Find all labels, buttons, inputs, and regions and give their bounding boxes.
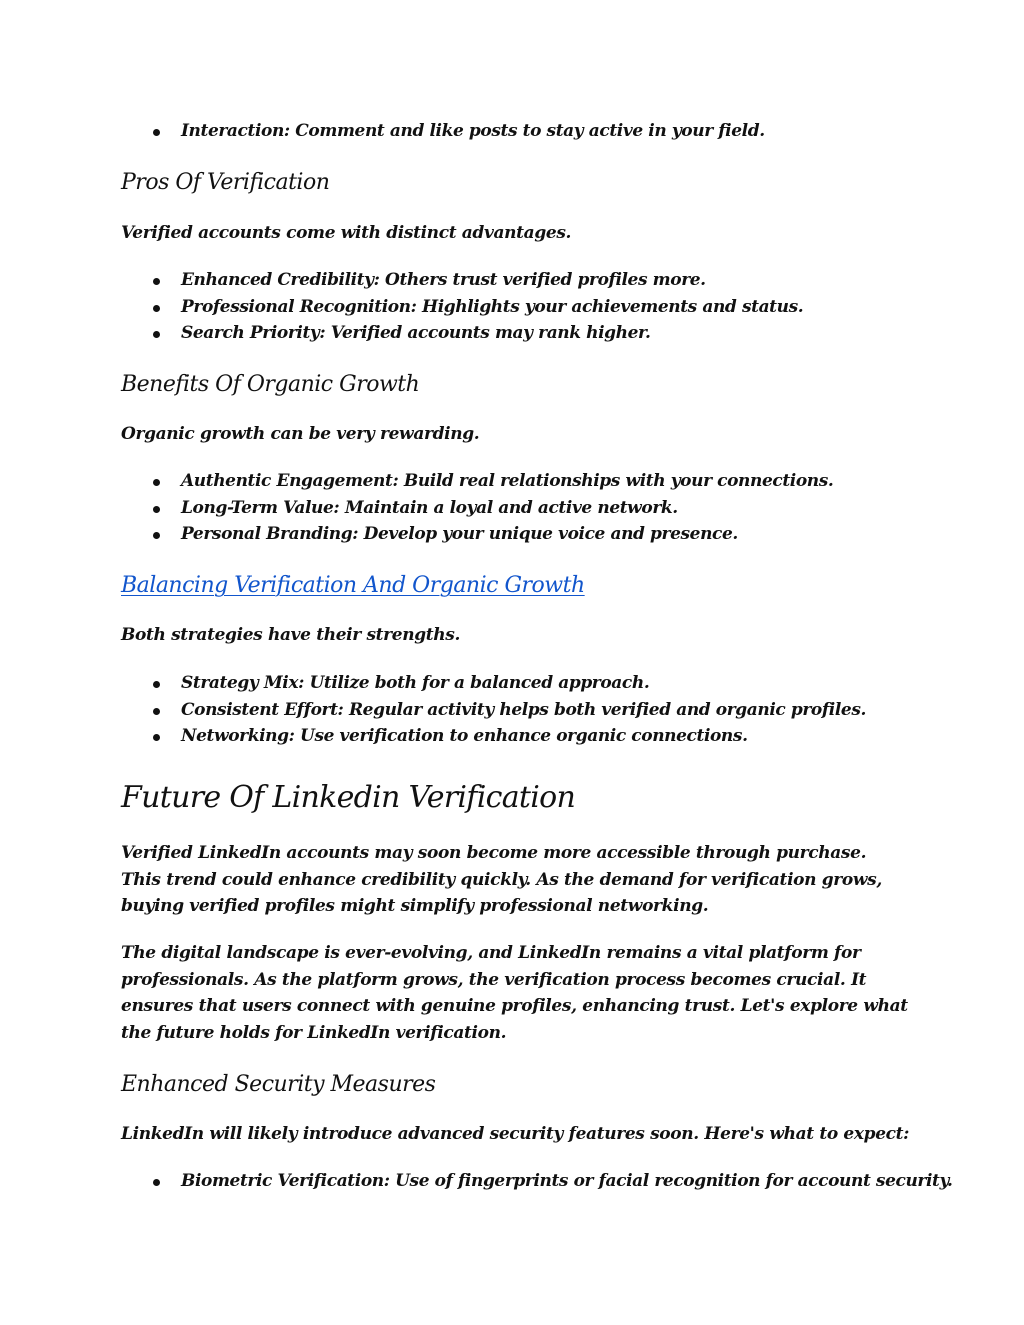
list-item-text: Personal Branding: Develop your unique voice and presence.	[181, 524, 738, 544]
list-item-text: Strategy Mix: Utilize both for a balanced approach.	[181, 673, 650, 693]
list-item	[121, 495, 921, 522]
list-item-text: Enhanced Credibility: Others trust verified profiles more.	[181, 270, 706, 290]
list-item-text: Search Priority: Verified accounts may rank higher.	[181, 323, 651, 343]
list-item	[121, 723, 921, 750]
list-item-text: Biometric Verification: Use of fingerprints or facial recognition for account security.	[181, 1171, 953, 1191]
list-item	[121, 521, 921, 548]
list-item	[121, 670, 921, 697]
balancing-heading	[121, 571, 585, 601]
organic-heading: Benefits Of Organic Growth	[121, 372, 420, 397]
list-item	[121, 294, 921, 321]
security-intro: LinkedIn will likely introduce advanced security features soon. Here's what to expect:	[121, 1124, 910, 1144]
list-item-text: Authentic Engagement: Build real relationships with your connections.	[181, 471, 834, 491]
list-item-text: Consistent Effort: Regular activity helps both verified and organic profiles.	[181, 699, 867, 720]
security-heading: Enhanced Security Measures	[121, 1072, 436, 1097]
bullet-icon	[153, 681, 160, 688]
list-item-text: Long-Term Value: Maintain a loyal and active network.	[181, 497, 678, 518]
bullet-icon	[153, 479, 160, 486]
pros-intro: Verified accounts come with distinct advantages.	[121, 223, 572, 243]
list-item	[121, 697, 921, 724]
list-item-text: Professional Recognition: Highlights your achievements and status.	[181, 296, 804, 317]
future-paragraph-2: The digital landscape is ever-evolving, and LinkedIn remains a vital platform for professionals. As the platform grows, the verification process becomes crucial. It ensures that users connect with genuine profiles, enhancing trust. Let's explore what the future holds for LinkedIn verification.	[121, 943, 908, 1043]
balancing-intro: Both strategies have their strengths.	[121, 625, 461, 645]
future-heading: Future Of Linkedin Verification	[121, 780, 576, 815]
organic-intro: Organic growth can be very rewarding.	[121, 424, 480, 444]
pros-heading: Pros Of Verification	[121, 170, 330, 195]
bullet-icon	[153, 734, 160, 741]
bullet-icon	[153, 1179, 160, 1186]
balancing-heading-link[interactable]: Balancing Verification And Organic Growth	[121, 573, 585, 598]
list-item	[121, 468, 921, 495]
list-item	[121, 118, 921, 145]
list-item	[121, 320, 921, 347]
list-item	[121, 1168, 953, 1195]
list-item	[121, 267, 921, 294]
future-paragraph-1: Verified LinkedIn accounts may soon become more accessible through purchase. This trend could enhance credibility quickly. As the demand for verification grows, buying verified profiles might simplify professional networking.	[121, 843, 882, 916]
bullet-icon	[153, 331, 160, 338]
security-list	[121, 1168, 953, 1195]
bullet-icon	[153, 506, 160, 513]
bullet-icon	[153, 129, 160, 136]
bullet-icon	[153, 278, 160, 285]
organic-list	[121, 468, 921, 548]
balancing-list	[121, 670, 921, 750]
bullet-icon	[153, 708, 160, 715]
list-item-text: Interaction: Comment and like posts to stay active in your field.	[181, 121, 765, 141]
pros-list	[121, 267, 921, 347]
bullet-icon	[153, 305, 160, 312]
bullet-icon	[153, 532, 160, 539]
list-item-text: Networking: Use verification to enhance organic connections.	[181, 726, 748, 746]
interaction-list	[121, 118, 921, 145]
